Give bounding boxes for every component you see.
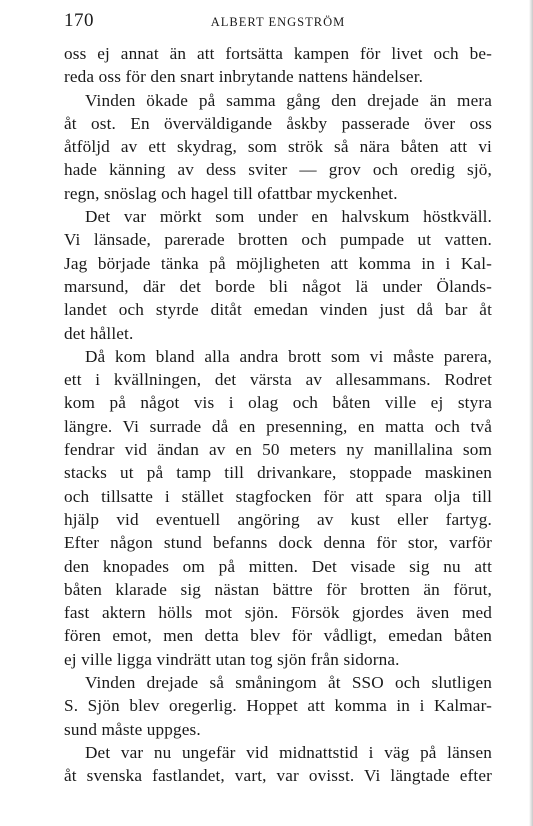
text-line: ej ville ligga vindrätt utan tog sjön från sidorna. — [64, 649, 400, 669]
text-line: åt ost. En överväldigande åskby passerade över oss — [64, 113, 492, 133]
text-line: reda oss för den snart inbrytande nattens händelser. — [64, 67, 424, 87]
text-line: fast aktern hölls mot sjön. Försök gjordes även med — [64, 603, 492, 623]
page-number: 170 — [64, 10, 94, 31]
text-line: och tillsatte i stället stagfocken för att spara olja till — [64, 486, 492, 506]
text-line: båten klarade sig nästan bättre för brotten än förut, — [64, 579, 492, 599]
text-line: längre. Vi surrade då en presenning, en matta och två — [64, 416, 492, 436]
running-head: ALBERT ENGSTRÖM — [210, 15, 346, 29]
text-line: kom på något vis i olag och båten ville ej styra — [64, 393, 492, 413]
text-line: Vi länsade, parerade brotten och pumpade ut vatten. — [64, 230, 492, 250]
text-line: Det var mörkt som under en halvskum höstkväll. — [85, 207, 492, 227]
text-line: Det var nu ungefär vid midnattstid i väg på länsen — [85, 742, 492, 762]
text-line: Då kom bland alla andra brott som vi måste parera, — [85, 346, 492, 366]
text-line: Efter någon stund befanns dock denna för stor, varför — [64, 533, 492, 553]
text-line: oss ej annat än att fortsätta kampen för livet och be- — [64, 44, 492, 63]
text-line: ett i kvällningen, det värsta av allesammans. Rodret — [64, 370, 492, 390]
text-line: åtföljd av ett skydrag, som strök så nära båten att vi — [64, 137, 492, 157]
body-text — [64, 42, 492, 788]
text-line: hjälp vid eventuell angöring av kust eller fartyg. — [64, 509, 492, 529]
text-line: regn, snöslag och hagel till ofattbar myckenhet. — [64, 183, 398, 203]
page-edge — [529, 0, 533, 826]
text-line: den knopades om på mitten. Det visade sig nu att — [64, 556, 492, 576]
text-line: Jag började tänka på möjligheten att komma in i Kal- — [64, 253, 492, 273]
text-line: marsund, där det borde bli något lä under Ölands- — [64, 276, 492, 296]
text-line: stacks ut på tamp till drivankare, stoppade maskinen — [64, 463, 492, 483]
text-line: fören emot, men detta blev för vådligt, emedan båten — [64, 626, 492, 646]
text-line: åt svenska fastlandet, vart, var ovisst. Vi längtade efter — [64, 766, 492, 786]
text-line: det hållet. — [64, 323, 134, 343]
text-line: Vinden drejade så småningom åt SSO och slutligen — [85, 673, 492, 693]
text-line: fendrar vid ändan av en 50 meters ny manillalina som — [64, 440, 492, 460]
page-header — [64, 10, 492, 34]
text-line: S. Sjön blev oregerlig. Hoppet att komma in i Kalmar- — [64, 696, 492, 716]
text-line: Vinden ökade på samma gång den drejade än mera — [85, 90, 492, 110]
text-line: sund måste uppges. — [64, 719, 201, 739]
text-line: hade känning av dess sviter — grov och oredig sjö, — [64, 160, 492, 180]
text-line: landet och styrde ditåt emedan vinden just då bar åt — [64, 300, 492, 320]
